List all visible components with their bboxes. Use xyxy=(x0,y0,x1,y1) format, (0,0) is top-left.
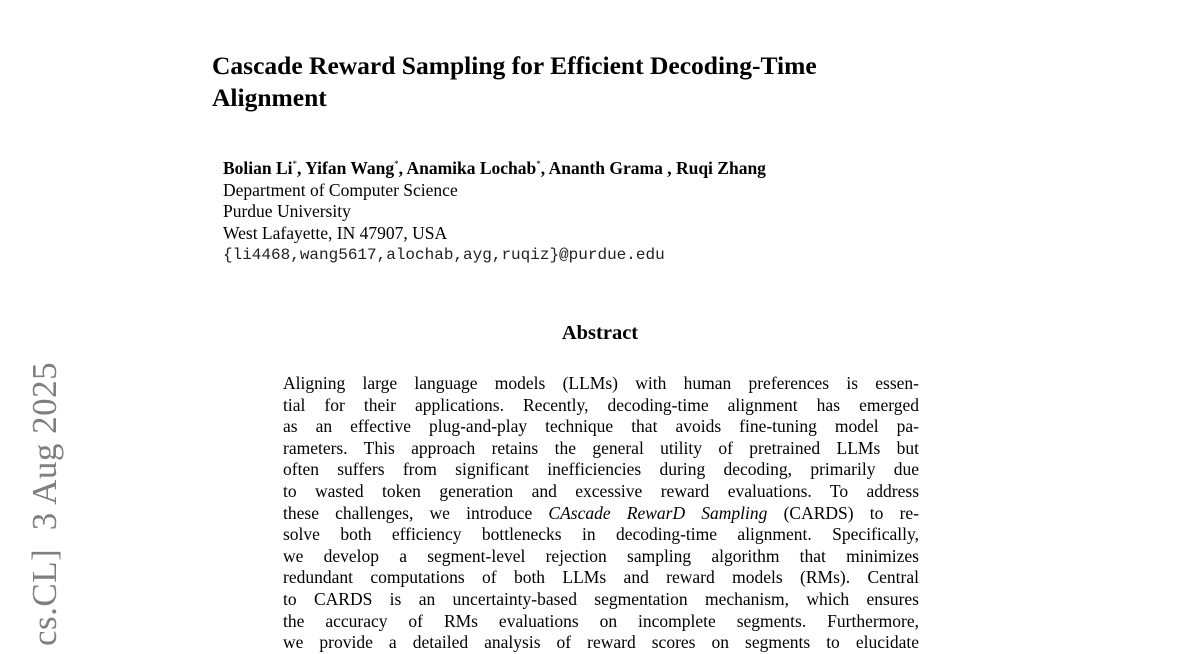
author-block xyxy=(223,158,766,267)
author-name: Yifan Wang xyxy=(305,158,395,178)
university: Purdue University xyxy=(223,201,351,221)
author-names: Bolian Li*, Yifan Wang*, Anamika Lochab*, Ananth Grama , Ruqi Zhang xyxy=(223,158,766,178)
method-name-italic: CAscade RewarD Sampling xyxy=(548,502,768,523)
abstract-line: these challenges, we introduce CAscade RewarD Sampling (CARDS) to re- xyxy=(283,502,920,523)
abstract-line: we provide a detailed analysis of reward scores on segments to elucidate xyxy=(283,632,919,653)
department: Department of Computer Science xyxy=(223,179,458,200)
location: West Lafayette, IN 47907, USA xyxy=(223,222,448,243)
author-name: Anamika Lochab xyxy=(406,158,537,178)
author-emails: {li4468,wang5617,alochab,ayg,ruqiz}@purdue.edu xyxy=(223,246,665,264)
abstract-line: we develop a segment-level rejection sampling algorithm that minimizes xyxy=(283,545,919,566)
abstract-line: to wasted token generation and excessive reward evaluations. To address xyxy=(283,480,919,501)
paper-title xyxy=(212,50,972,114)
author-name: Ananth Grama xyxy=(548,158,663,178)
abstract-line: the accuracy of RMs evaluations on incomplete segments. Furthermore, xyxy=(283,610,919,631)
author-name: Ruqi Zhang xyxy=(675,158,766,178)
abstract-line: to CARDS is an uncertainty-based segmentation mechanism, which ensures xyxy=(283,588,919,609)
abstract-heading xyxy=(0,322,1200,345)
abstract-heading-text: Abstract xyxy=(561,322,639,344)
equal-contribution-mark: * xyxy=(292,159,298,169)
equal-contribution-mark: * xyxy=(536,159,541,169)
abstract-line: tial for their applications. Recently, decoding-time alignment has emerged xyxy=(283,394,919,415)
abstract-line: rameters. This approach retains the general utility of pretrained LLMs but xyxy=(283,437,919,458)
abstract-line: Aligning large language models (LLMs) with human preferences is essen- xyxy=(283,373,919,393)
paper-title-line-2: Alignment xyxy=(212,83,327,112)
abstract-line: solve both efficiency bottlenecks in decoding-time alignment. Specifically, xyxy=(283,524,919,545)
paper-title-line-1: Cascade Reward Sampling for Efficient Decoding-Time xyxy=(212,51,817,80)
equal-contribution-mark: * xyxy=(394,159,399,169)
abstract-line: as an effective plug-and-play technique that avoids fine-tuning model pa- xyxy=(283,416,919,437)
author-name: Bolian Li xyxy=(223,158,293,178)
abstract-line: redundant computations of both LLMs and reward models (RMs). Central xyxy=(283,567,919,588)
abstract-line: often suffers from significant inefficiencies during decoding, primarily due xyxy=(283,459,919,480)
abstract-body xyxy=(283,373,919,654)
arxiv-identifier-stamp: cs.CL] 3 Aug 2025 xyxy=(25,361,64,646)
